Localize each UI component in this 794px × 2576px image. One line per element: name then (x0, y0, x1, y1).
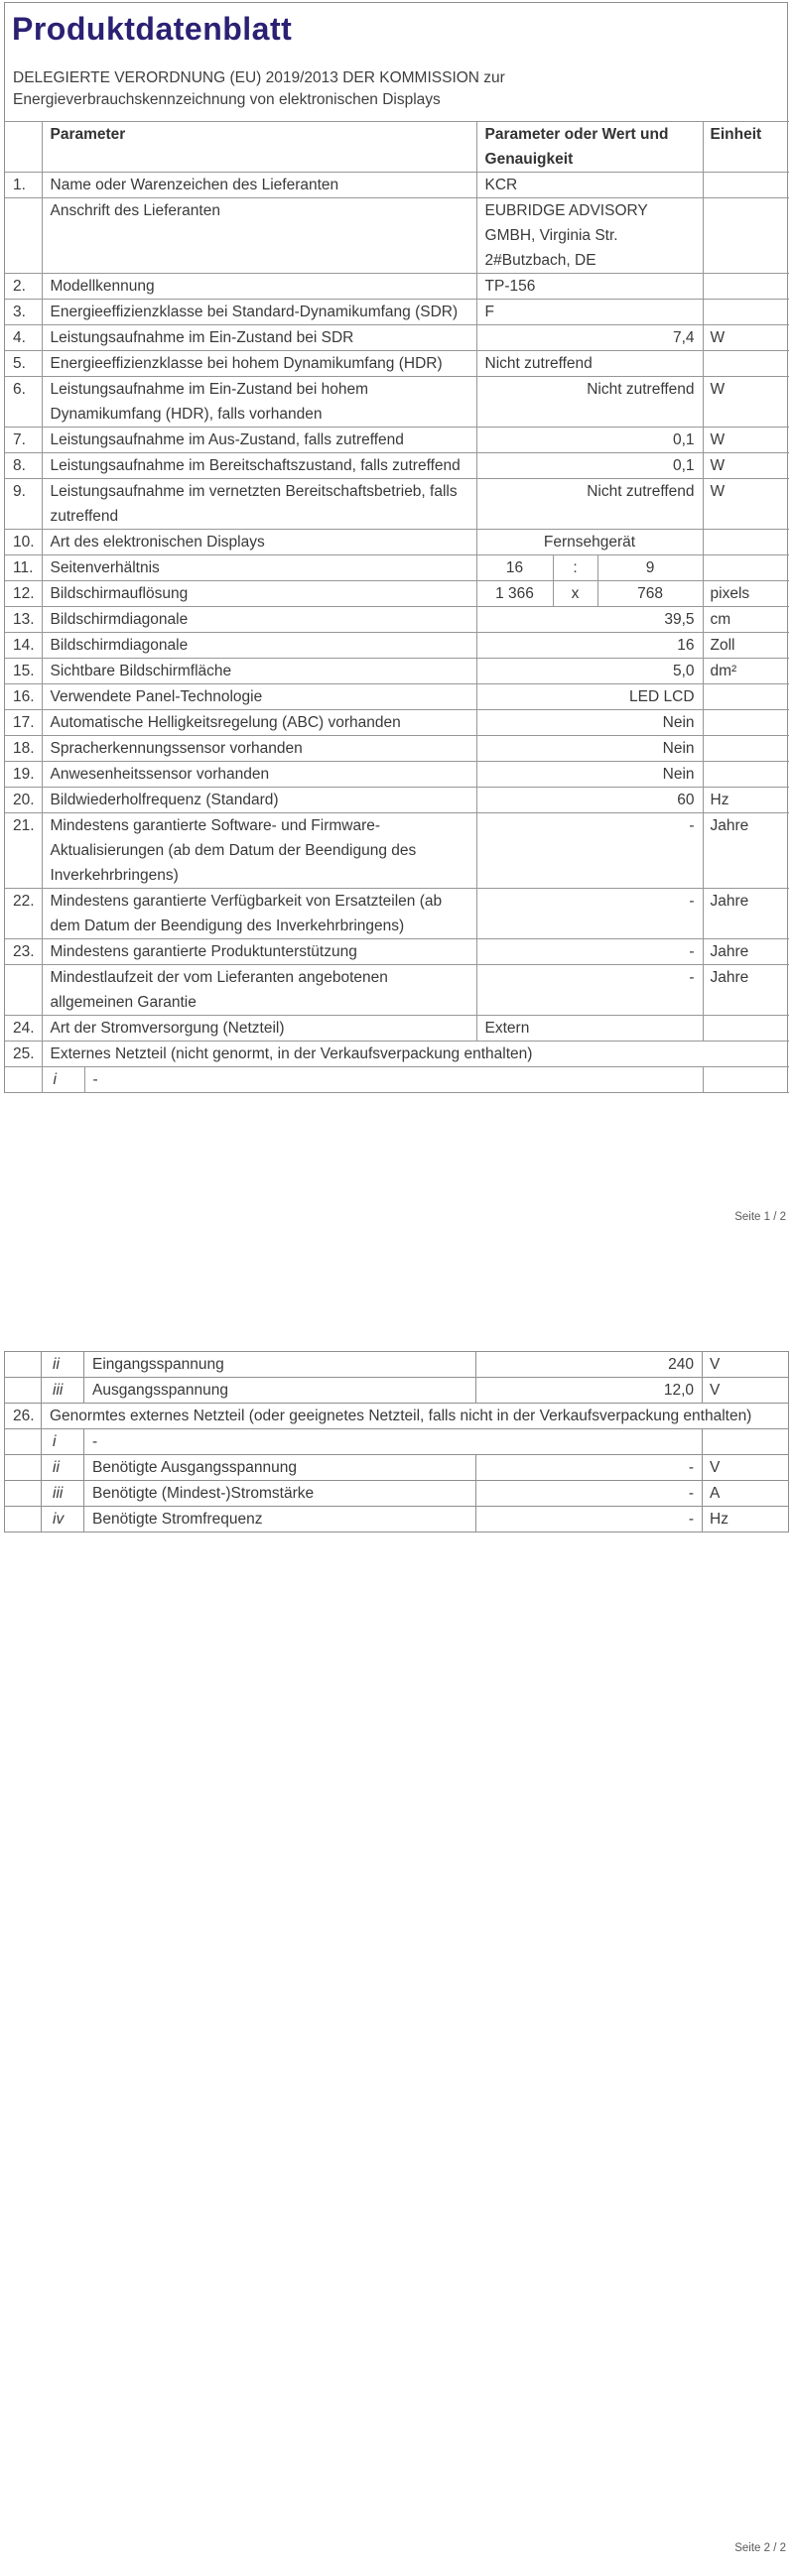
value-cell: 0,1 (476, 453, 703, 479)
unit-cell: Zoll (703, 633, 789, 659)
value-cell: 60 (476, 788, 703, 813)
sub-number-cell: iii (42, 1481, 84, 1507)
value-cell: - (476, 889, 703, 939)
value-cell: 16 (476, 555, 553, 581)
parameter-cell: Eingangsspannung (84, 1352, 476, 1378)
row-number-cell: 8. (5, 453, 42, 479)
value-cell: - (84, 1429, 703, 1455)
row-number-cell: 18. (5, 736, 42, 762)
row-number-cell: 4. (5, 325, 42, 351)
table-row (5, 813, 789, 889)
unit-cell: Jahre (703, 813, 789, 889)
header-value: Parameter oder Wert und Genauigkeit (476, 122, 703, 173)
table-row (5, 530, 789, 555)
sub-number-cell: i (42, 1429, 84, 1455)
value-cell: 768 (597, 581, 703, 607)
value-cell: - (476, 1481, 703, 1507)
table-row (5, 1404, 789, 1429)
parameter-cell: Art des elektronischen Displays (42, 530, 476, 555)
parameter-cell: Modellkennung (42, 274, 476, 300)
parameter-cell: Leistungsaufnahme im Ein-Zustand bei SDR (42, 325, 476, 351)
parameter-cell: Seitenverhältnis (42, 555, 476, 581)
page-footer-2: Seite 2 / 2 (734, 2542, 786, 2554)
row-number-cell: 14. (5, 633, 42, 659)
table-row (5, 173, 789, 198)
table-row (5, 1042, 789, 1067)
unit-cell (703, 198, 789, 274)
row-number-cell: 17. (5, 710, 42, 736)
value-cell: 39,5 (476, 607, 703, 633)
row-number-cell: 7. (5, 428, 42, 453)
page2-table (4, 1351, 789, 1533)
unit-cell: W (703, 428, 789, 453)
value-separator-cell: : (553, 555, 597, 581)
parameter-cell: Art der Stromversorgung (Netzteil) (42, 1016, 476, 1042)
value-cell: 240 (476, 1352, 703, 1378)
table-row (5, 788, 789, 813)
page-1 (4, 2, 788, 1093)
row-number-cell: 2. (5, 274, 42, 300)
value-cell: 9 (597, 555, 703, 581)
value-cell: Nein (476, 710, 703, 736)
parameter-cell: Mindestlaufzeit der vom Lieferanten angebotenen allgemeinen Garantie (42, 965, 476, 1016)
parameter-cell: Energieeffizienzklasse bei hohem Dynamikumfang (HDR) (42, 351, 476, 377)
table-row (5, 1429, 789, 1455)
table-row (5, 351, 789, 377)
sub-number-cell: iv (42, 1507, 84, 1533)
value-cell: TP-156 (476, 274, 703, 300)
sub-number-cell: ii (42, 1455, 84, 1481)
row-number-cell: 10. (5, 530, 42, 555)
parameter-cell: Sichtbare Bildschirmfläche (42, 659, 476, 684)
value-cell: LED LCD (476, 684, 703, 710)
parameter-cell: Anschrift des Lieferanten (42, 198, 476, 274)
header-empty-cell (5, 122, 42, 173)
table-row (5, 555, 789, 581)
value-cell: Nicht zutreffend (476, 377, 703, 428)
unit-cell (703, 1016, 789, 1042)
row-number-cell: 13. (5, 607, 42, 633)
table-row (5, 965, 789, 1016)
table-row (5, 1455, 789, 1481)
table-row (5, 1067, 789, 1093)
value-cell: KCR (476, 173, 703, 198)
value-cell: F (476, 300, 703, 325)
unit-cell (703, 351, 789, 377)
unit-cell: A (703, 1481, 789, 1507)
value-cell: - (476, 1507, 703, 1533)
unit-cell (703, 274, 789, 300)
parameter-cell: Bildschirmdiagonale (42, 633, 476, 659)
table-header-row (5, 122, 789, 173)
row-number-cell (5, 965, 42, 1016)
value-cell: 0,1 (476, 428, 703, 453)
unit-cell: W (703, 479, 789, 530)
unit-cell (703, 173, 789, 198)
parameter-cell: Ausgangsspannung (84, 1378, 476, 1404)
unit-cell: Jahre (703, 939, 789, 965)
value-cell: - (476, 1455, 703, 1481)
parameter-cell: Bildwiederholfrequenz (Standard) (42, 788, 476, 813)
unit-cell: W (703, 453, 789, 479)
table-row (5, 1378, 789, 1404)
table-row (5, 274, 789, 300)
unit-cell: dm² (703, 659, 789, 684)
header-unit: Einheit (703, 122, 789, 173)
unit-cell: W (703, 377, 789, 428)
row-number-cell (5, 198, 42, 274)
table-row (5, 889, 789, 939)
unit-cell (703, 1067, 789, 1093)
document-subtitle (13, 67, 787, 111)
row-number-cell: 1. (5, 173, 42, 198)
unit-cell: W (703, 325, 789, 351)
parameter-cell: Mindestens garantierte Software- und Firmware-Aktualisierungen (ab dem Datum der Beendigung des Inverkehrbringens) (42, 813, 476, 889)
unit-cell (703, 762, 789, 788)
row-number-cell: 12. (5, 581, 42, 607)
parameter-cell: Bildschirmauflösung (42, 581, 476, 607)
value-cell: Nein (476, 762, 703, 788)
parameter-cell: Name oder Warenzeichen des Lieferanten (42, 173, 476, 198)
row-number-cell: 6. (5, 377, 42, 428)
document-title: Produktdatenblatt (12, 11, 293, 47)
subtitle-line-2: Energieverbrauchskennzeichnung von elektronischen Displays (13, 91, 441, 108)
row-number-cell: 11. (5, 555, 42, 581)
parameter-cell: Benötigte Stromfrequenz (84, 1507, 476, 1533)
row-number-cell: 24. (5, 1016, 42, 1042)
spanning-text-cell: Externes Netzteil (nicht genormt, in der Verkaufsverpackung enthalten) (42, 1042, 789, 1067)
table-row (5, 1016, 789, 1042)
table-row (5, 1352, 789, 1378)
sub-number-cell: ii (42, 1352, 84, 1378)
subtitle-line-1: DELEGIERTE VERORDNUNG (EU) 2019/2013 DER KOMMISSION zur (13, 69, 505, 86)
table-row (5, 607, 789, 633)
table-row (5, 453, 789, 479)
value-cell: Nicht zutreffend (476, 479, 703, 530)
unit-cell (703, 736, 789, 762)
row-number-cell (5, 1507, 42, 1533)
value-cell: 16 (476, 633, 703, 659)
table-row (5, 198, 789, 274)
parameter-cell: Anwesenheitssensor vorhanden (42, 762, 476, 788)
row-number-cell (5, 1455, 42, 1481)
value-cell: - (476, 813, 703, 889)
row-number-cell: 3. (5, 300, 42, 325)
spanning-text-cell: Genormtes externes Netzteil (oder geeignetes Netzteil, falls nicht in der Verkaufsverpackung enthalten) (42, 1404, 789, 1429)
row-number-cell: 26. (5, 1404, 42, 1429)
unit-cell: V (703, 1455, 789, 1481)
row-number-cell: 21. (5, 813, 42, 889)
unit-cell: V (703, 1378, 789, 1404)
parameter-cell: Mindestens garantierte Verfügbarkeit von Ersatzteilen (ab dem Datum der Beendigung des Inverkehrbringens) (42, 889, 476, 939)
value-cell: EUBRIDGE ADVISORY GMBH, Virginia Str. 2#Butzbach, DE (476, 198, 703, 274)
unit-cell (703, 555, 789, 581)
sub-number-cell: i (42, 1067, 84, 1093)
table-row (5, 428, 789, 453)
row-number-cell (5, 1378, 42, 1404)
unit-cell: Hz (703, 788, 789, 813)
unit-cell: V (703, 1352, 789, 1378)
unit-cell (703, 300, 789, 325)
parameter-cell: Verwendete Panel-Technologie (42, 684, 476, 710)
unit-cell: Jahre (703, 965, 789, 1016)
unit-cell: pixels (703, 581, 789, 607)
row-number-cell (5, 1429, 42, 1455)
page-2 (4, 1351, 788, 1533)
table-row (5, 377, 789, 428)
table-row (5, 633, 789, 659)
table-row (5, 1481, 789, 1507)
value-cell: Fernsehgerät (476, 530, 703, 555)
page1-table (5, 121, 789, 1093)
parameter-cell: Leistungsaufnahme im Ein-Zustand bei hohem Dynamikumfang (HDR), falls vorhanden (42, 377, 476, 428)
table-row (5, 762, 789, 788)
parameter-cell: Benötigte Ausgangsspannung (84, 1455, 476, 1481)
value-cell: - (476, 939, 703, 965)
row-number-cell: 22. (5, 889, 42, 939)
value-cell: 12,0 (476, 1378, 703, 1404)
parameter-cell: Bildschirmdiagonale (42, 607, 476, 633)
table-row (5, 479, 789, 530)
header-parameter: Parameter (42, 122, 476, 173)
row-number-cell: 5. (5, 351, 42, 377)
value-cell: Nein (476, 736, 703, 762)
row-number-cell: 16. (5, 684, 42, 710)
table-row (5, 300, 789, 325)
unit-cell: Jahre (703, 889, 789, 939)
row-number-cell: 19. (5, 762, 42, 788)
value-cell: - (84, 1067, 703, 1093)
value-cell: 1 366 (476, 581, 553, 607)
table-row (5, 325, 789, 351)
parameter-cell: Automatische Helligkeitsregelung (ABC) vorhanden (42, 710, 476, 736)
parameter-cell: Energieeffizienzklasse bei Standard-Dynamikumfang (SDR) (42, 300, 476, 325)
page-footer-1: Seite 1 / 2 (734, 1211, 786, 1223)
unit-cell (703, 710, 789, 736)
unit-cell (703, 684, 789, 710)
value-cell: 7,4 (476, 325, 703, 351)
parameter-cell: Leistungsaufnahme im vernetzten Bereitschaftsbetrieb, falls zutreffend (42, 479, 476, 530)
row-number-cell (5, 1067, 42, 1093)
row-number-cell: 9. (5, 479, 42, 530)
parameter-cell: Leistungsaufnahme im Aus-Zustand, falls zutreffend (42, 428, 476, 453)
value-cell: 5,0 (476, 659, 703, 684)
table-row (5, 659, 789, 684)
parameter-cell: Leistungsaufnahme im Bereitschaftszustand, falls zutreffend (42, 453, 476, 479)
value-cell: - (476, 965, 703, 1016)
unit-cell: Hz (703, 1507, 789, 1533)
table-row (5, 581, 789, 607)
parameter-cell: Mindestens garantierte Produktunterstützung (42, 939, 476, 965)
table-row (5, 1507, 789, 1533)
table-row (5, 736, 789, 762)
parameter-cell: Spracherkennungssensor vorhanden (42, 736, 476, 762)
sub-number-cell: iii (42, 1378, 84, 1404)
unit-cell (703, 1429, 789, 1455)
row-number-cell: 20. (5, 788, 42, 813)
parameter-cell: Benötigte (Mindest-)Stromstärke (84, 1481, 476, 1507)
table-row (5, 710, 789, 736)
row-number-cell (5, 1352, 42, 1378)
row-number-cell: 25. (5, 1042, 42, 1067)
value-cell: Nicht zutreffend (476, 351, 703, 377)
value-cell: Extern (476, 1016, 703, 1042)
table-row (5, 939, 789, 965)
table-row (5, 684, 789, 710)
unit-cell (703, 530, 789, 555)
row-number-cell (5, 1481, 42, 1507)
value-separator-cell: x (553, 581, 597, 607)
row-number-cell: 23. (5, 939, 42, 965)
row-number-cell: 15. (5, 659, 42, 684)
unit-cell: cm (703, 607, 789, 633)
